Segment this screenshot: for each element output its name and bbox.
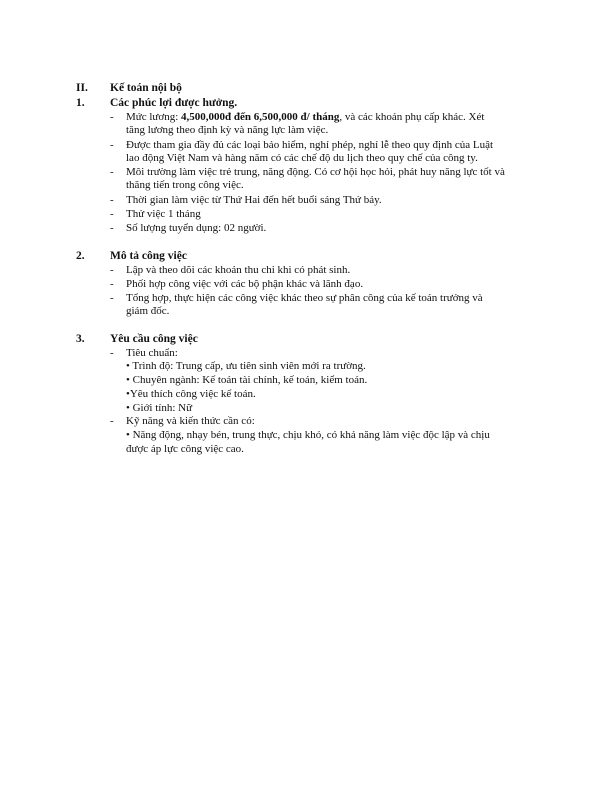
bullet-dash: - bbox=[110, 347, 114, 359]
bullet-dash: - bbox=[110, 292, 114, 304]
heading-title: Các phúc lợi được hưởng. bbox=[110, 97, 238, 109]
requirement-item: • Giới tính: Nữ bbox=[126, 402, 193, 414]
job-task-cont: giám đốc. bbox=[126, 305, 170, 317]
salary-prefix: Mức lương: bbox=[126, 111, 182, 123]
benefit-salary bbox=[126, 111, 484, 124]
salary-suffix: , và các khoản phụ cấp khác. Xét bbox=[339, 111, 485, 123]
requirement-item: • Năng động, nhạy bén, trung thực, chịu khó, có khả năng làm việc độc lập và chịu bbox=[126, 429, 490, 441]
job-task: Lập và theo dõi các khoản thu chi khi có phát sinh. bbox=[126, 264, 351, 276]
section-title: Kế toán nội bộ bbox=[110, 82, 182, 94]
bullet-dash: - bbox=[110, 139, 114, 151]
heading-number: 3. bbox=[76, 333, 85, 345]
benefit-insurance: Được tham gia đầy đủ các loại bảo hiểm, nghỉ phép, nghỉ lễ theo quy định của Luật bbox=[126, 139, 494, 151]
requirement-item: •Yêu thích công việc kế toán. bbox=[126, 388, 256, 400]
heading-number: 2. bbox=[76, 250, 85, 262]
heading-title: Mô tả công việc bbox=[110, 250, 187, 262]
bullet-dash: - bbox=[110, 222, 114, 234]
benefit-hours: Thời gian làm việc từ Thứ Hai đến hết buổi sáng Thứ bảy. bbox=[126, 194, 382, 206]
section-number: II. bbox=[76, 82, 88, 94]
heading-requirements bbox=[76, 333, 198, 345]
bullet-dash: - bbox=[110, 278, 114, 290]
salary-range: 4,500,000đ đến 6,500,000 đ/ tháng bbox=[181, 111, 340, 123]
benefit-environment: Môi trường làm việc trẻ trung, năng động. Có cơ hội học hỏi, phát huy năng lực tốt và bbox=[126, 166, 505, 178]
benefit-insurance-cont: lao động Việt Nam và hàng năm có các chế độ du lịch theo quy chế của công ty. bbox=[126, 152, 478, 164]
job-task: Phối hợp công việc với các bộ phận khác và lãnh đạo. bbox=[126, 278, 364, 290]
benefit-environment-cont: thăng tiến trong công việc. bbox=[126, 179, 244, 191]
benefit-probation: Thử việc 1 tháng bbox=[126, 208, 201, 220]
requirement-item: • Trình độ: Trung cấp, ưu tiên sinh viên mới ra trường. bbox=[126, 360, 366, 372]
bullet-dash: - bbox=[110, 166, 114, 178]
job-task: Tổng hợp, thực hiện các công việc khác theo sự phân công của kế toán trưởng và bbox=[126, 292, 483, 304]
bullet-dash: - bbox=[110, 208, 114, 220]
benefit-salary-cont: tăng lương theo định kỳ và năng lực làm việc. bbox=[126, 124, 329, 136]
section-heading bbox=[76, 82, 182, 94]
requirement-skills: Kỹ năng và kiến thức cần có: bbox=[126, 415, 255, 427]
requirement-item-cont: được áp lực công việc cao. bbox=[126, 443, 244, 455]
requirement-standards: Tiêu chuẩn: bbox=[126, 347, 178, 359]
bullet-dash: - bbox=[110, 111, 114, 123]
benefit-headcount: Số lượng tuyển dụng: 02 người. bbox=[126, 222, 267, 234]
heading-title: Yêu cầu công việc bbox=[110, 333, 198, 345]
bullet-dash: - bbox=[110, 194, 114, 206]
bullet-dash: - bbox=[110, 264, 114, 276]
heading-job-description bbox=[76, 250, 187, 262]
heading-number: 1. bbox=[76, 97, 85, 109]
bullet-dash: - bbox=[110, 415, 114, 427]
heading-benefits bbox=[76, 97, 237, 109]
requirement-item: • Chuyên ngành: Kế toán tài chính, kế toán, kiểm toán. bbox=[126, 374, 368, 386]
